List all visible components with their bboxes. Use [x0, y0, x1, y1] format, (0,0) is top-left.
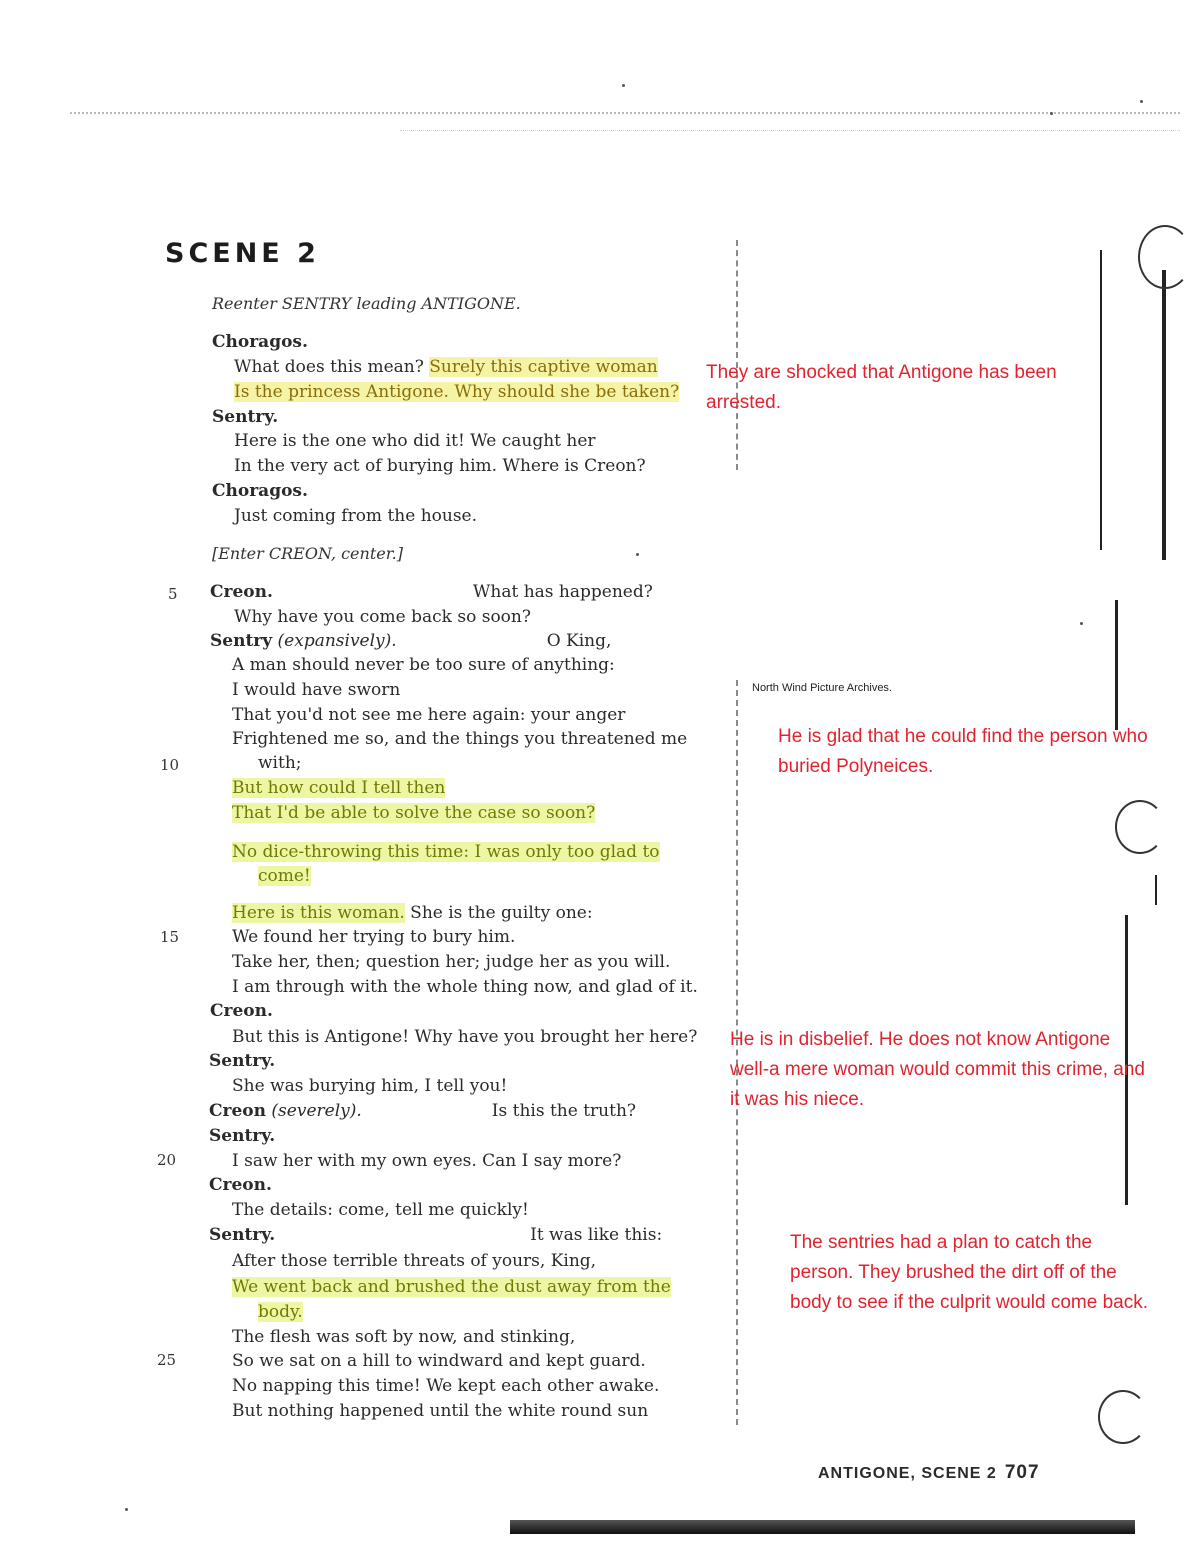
- dialogue-line: [234, 505, 477, 527]
- dialogue-line: [232, 951, 670, 973]
- line-number: 5: [168, 585, 178, 603]
- dialogue-text: The details: come, tell me quickly!: [232, 1200, 529, 1220]
- annotation-glad: He is glad that he could find the person who buried Polyneices.: [778, 726, 1148, 777]
- gutter-rule: [736, 240, 738, 470]
- highlighted-text: Surely this captive woman: [429, 357, 658, 377]
- line-number: 20: [157, 1151, 177, 1169]
- speaker-name: Creon.: [209, 1175, 272, 1195]
- annotation-disbelief: He is in disbelief. He does not know Antigone well-a mere woman would commit this crime, and it was his niece.: [730, 1029, 1145, 1110]
- dialogue-text: After those terrible threats of yours, King,: [232, 1251, 597, 1271]
- dialogue-line: [232, 802, 595, 824]
- speaker-line: [212, 406, 278, 428]
- dialogue-line: [232, 1150, 621, 1172]
- line-number: 10: [160, 756, 180, 774]
- speaker-line: [210, 1000, 273, 1022]
- dialogue-text: Here is the one who did it! We caught her: [234, 431, 596, 451]
- dialogue-line: [232, 1375, 659, 1397]
- scan-dotted-line: [70, 112, 1180, 114]
- dialogue-text: It was like this:: [530, 1225, 663, 1245]
- page-footer: [818, 1462, 1040, 1484]
- speaker-line: [209, 1174, 272, 1196]
- speaker-name: Sentry.: [209, 1225, 276, 1245]
- highlighted-text: No dice-throwing this time: I was only too glad to: [232, 842, 660, 862]
- stage-direction: (expansively).: [277, 631, 397, 651]
- stage-direction-reenter: Reenter SENTRY leading ANTIGONE.: [212, 294, 521, 313]
- dialogue-line: [232, 976, 698, 998]
- highlighted-text: Here is this woman.: [232, 903, 405, 923]
- dialogue-line: [232, 1199, 529, 1221]
- dialogue-line: [232, 1075, 507, 1097]
- dialogue-line: [232, 704, 625, 726]
- dialogue-line: [232, 902, 593, 924]
- speaker-line: [210, 581, 653, 603]
- dialogue-line: [232, 841, 660, 863]
- dialogue-line: [234, 381, 679, 403]
- dialogue-text: I saw her with my own eyes. Can I say more?: [232, 1151, 622, 1171]
- dialogue-line: [232, 1400, 648, 1422]
- dialogue-text: O King,: [546, 631, 612, 651]
- scan-speck: [1080, 622, 1083, 625]
- highlighted-text: Is the princess Antigone. Why should she be taken?: [234, 382, 680, 402]
- dialogue-text: The flesh was soft by now, and stinking,: [232, 1327, 576, 1347]
- scan-dotted-line: [400, 130, 1180, 131]
- dialogue-text: What does this mean?: [234, 357, 430, 377]
- dialogue-text: Is this the truth?: [491, 1101, 637, 1121]
- dialogue-line: [234, 455, 646, 477]
- speaker-name: Creon.: [210, 1001, 273, 1021]
- scan-edge-mark: [1100, 250, 1102, 550]
- dialogue-line: [234, 430, 596, 452]
- annotation-shocked: They are shocked that Antigone has been arrested.: [706, 362, 1057, 413]
- image-credit: North Wind Picture Archives.: [752, 682, 892, 694]
- dialogue-text: No napping this time! We kept each other awake.: [232, 1376, 660, 1396]
- speaker-line: [212, 480, 308, 502]
- scan-edge-mark: [1115, 600, 1118, 730]
- binder-hole: [1098, 1390, 1148, 1444]
- dialogue-text: She is the guilty one:: [404, 903, 593, 923]
- scan-edge-mark: [1162, 270, 1166, 560]
- dialogue-line: [232, 679, 400, 701]
- speaker-line: [209, 1100, 636, 1122]
- binder-hole: [1115, 800, 1165, 854]
- dialogue-text: But nothing happened until the white round sun: [232, 1401, 649, 1421]
- dialogue-text: That you'd not see me here again: your anger: [232, 705, 626, 725]
- speaker-line: [209, 1050, 275, 1072]
- dialogue-line: [232, 654, 615, 676]
- scan-bottom-shadow: [510, 1520, 1135, 1534]
- page-number: 707: [1004, 1462, 1040, 1483]
- scan-speck: [1050, 112, 1053, 115]
- dialogue-line: [232, 777, 445, 799]
- highlighted-text: We went back and brushed the dust away from the: [232, 1277, 671, 1297]
- dialogue-line: [232, 728, 687, 750]
- scan-speck: [622, 84, 625, 87]
- dialogue-text: Take her, then; question her; judge her as you will.: [232, 952, 671, 972]
- dialogue-line: [232, 1250, 596, 1272]
- dialogue-text: So we sat on a hill to windward and kept guard.: [232, 1351, 646, 1371]
- scan-speck: [1140, 100, 1143, 103]
- dialogue-text: Just coming from the house.: [234, 506, 478, 526]
- speaker-name: Sentry: [210, 631, 273, 651]
- dialogue-text: with;: [258, 753, 302, 773]
- dialogue-line: [232, 1326, 575, 1348]
- highlighted-text: come!: [258, 866, 311, 886]
- line-number: 15: [160, 928, 180, 946]
- dialogue-text: In the very act of burying him. Where is Creon?: [234, 456, 646, 476]
- speaker-line: [212, 331, 308, 353]
- scan-speck: [636, 553, 639, 556]
- binder-hole: [1138, 225, 1192, 289]
- dialogue-line: [258, 1301, 303, 1323]
- speaker-name: Sentry.: [209, 1051, 276, 1071]
- annotation-plan: The sentries had a plan to catch the person. They brushed the dirt off of the body to see if the culprit would come back.: [790, 1232, 1149, 1313]
- stage-direction: (severely).: [271, 1101, 362, 1121]
- dialogue-line: [232, 1026, 697, 1048]
- dialogue-text: A man should never be too sure of anything:: [232, 655, 615, 675]
- dialogue-text: But this is Antigone! Why have you brought her here?: [232, 1027, 698, 1047]
- highlighted-text: That I'd be able to solve the case so soon?: [232, 803, 596, 823]
- dialogue-line: [258, 752, 302, 774]
- scan-speck: [125, 1508, 128, 1511]
- speaker-line: [209, 1224, 662, 1246]
- dialogue-line: [258, 865, 311, 887]
- highlighted-text: body.: [258, 1302, 303, 1322]
- dialogue-line: [232, 1276, 671, 1298]
- dialogue-text: Why have you come back so soon?: [234, 607, 531, 627]
- speaker-name: Choragos.: [212, 332, 308, 352]
- highlighted-text: But how could I tell then: [232, 778, 446, 798]
- dialogue-text: What has happened?: [472, 582, 653, 602]
- dialogue-text: We found her trying to bury him.: [232, 927, 516, 947]
- dialogue-line: [232, 926, 515, 948]
- scan-edge-mark: [1155, 875, 1157, 905]
- speaker-name: Sentry.: [212, 407, 279, 427]
- dialogue-text: I would have sworn: [232, 680, 401, 700]
- dialogue-text: I am through with the whole thing now, and glad of it.: [232, 977, 698, 997]
- dialogue-line: [232, 1350, 646, 1372]
- dialogue-line: [234, 356, 658, 378]
- speaker-line: [210, 630, 611, 652]
- footer-label: ANTIGONE, SCENE 2: [818, 1465, 997, 1482]
- dialogue-line: [234, 606, 531, 628]
- speaker-name: Choragos.: [212, 481, 308, 501]
- line-number: 25: [157, 1351, 177, 1369]
- speaker-name: Creon: [209, 1101, 267, 1121]
- stage-direction-enter: [Enter CREON, center.]: [212, 544, 403, 563]
- scene-title: SCENE 2: [165, 238, 320, 269]
- speaker-name: Sentry.: [209, 1126, 276, 1146]
- speaker-line: [209, 1125, 275, 1147]
- dialogue-text: She was burying him, I tell you!: [232, 1076, 508, 1096]
- speaker-name: Creon.: [210, 582, 273, 602]
- dialogue-text: Frightened me so, and the things you threatened me: [232, 729, 688, 749]
